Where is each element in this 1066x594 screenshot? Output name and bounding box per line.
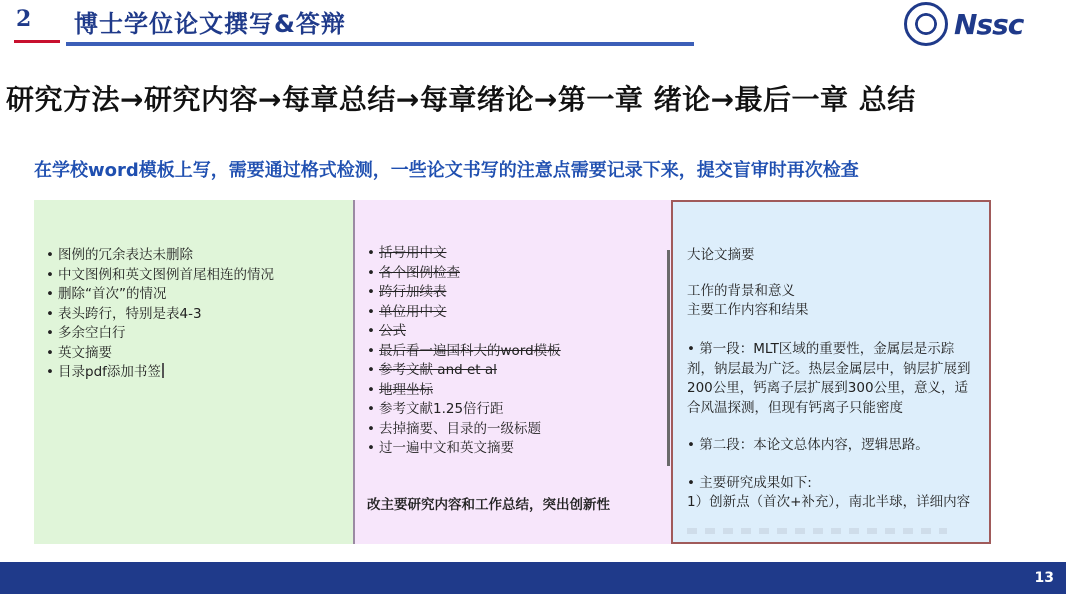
checklist-green <box>46 246 274 383</box>
checklist-panel-green <box>34 200 354 544</box>
section-number-underline <box>14 40 60 43</box>
abstract-results-heading: • 主要研究成果如下: <box>687 475 812 491</box>
list-item: • 图例的冗余表达未删除 <box>46 246 274 266</box>
section-number: 2 <box>16 6 32 32</box>
list-item: • 去掉摘要、目录的一级标题 <box>367 420 561 440</box>
list-item: • 参考文献1.25倍行距 <box>367 400 561 420</box>
slide-title: 博士学位论文撰写&答辩 <box>74 10 346 38</box>
list-item-done: • 单位用中文 <box>367 303 561 323</box>
list-item: • 表头跨行，特别是表4-3 <box>46 305 274 325</box>
panel-note: 改主要研究内容和工作总结，突出创新性 <box>367 497 610 513</box>
title-underline <box>66 42 694 46</box>
nssc-logo <box>904 2 1023 46</box>
list-item-done: • 最后看一遍国科大的word模板 <box>367 342 561 362</box>
list-item-done: • 地理坐标 <box>367 381 561 401</box>
list-item-done: • 参考文献 and et al <box>367 361 561 381</box>
checklist-panel-pink <box>353 200 672 544</box>
list-item-text: 目录pdf添加书签 <box>58 364 161 380</box>
faded-text <box>687 528 947 534</box>
vertical-scrollbar[interactable] <box>667 250 670 466</box>
abstract-background: 工作的背景和意义 <box>687 283 795 299</box>
list-item: • 多余空白行 <box>46 324 274 344</box>
abstract-title: 大论文摘要 <box>687 247 755 263</box>
list-item: • 过一遍中文和英文摘要 <box>367 439 561 459</box>
abstract-panel <box>671 200 991 544</box>
list-item: • 英文摘要 <box>46 344 274 364</box>
page-number: 13 <box>1034 570 1054 586</box>
abstract-main-work: 主要工作内容和结果 <box>687 302 809 318</box>
writing-flow: 研究方法→研究内容→每章总结→每章绪论→第一章 绪论→最后一章 总结 <box>6 83 916 116</box>
abstract-paragraph-2: • 第二段：本论文总体内容，逻辑思路。 <box>687 437 929 453</box>
list-item-done: • 各个图例检查 <box>367 264 561 284</box>
list-item: • 中文图例和英文图例首尾相连的情况 <box>46 266 274 286</box>
list-item-done: • 公式 <box>367 322 561 342</box>
checklist-pink <box>367 244 561 459</box>
list-item-done: • 跨行加续表 <box>367 283 561 303</box>
list-item-done: • 括号用中文 <box>367 244 561 264</box>
logo-text: Nssc <box>954 7 1024 41</box>
abstract-paragraph-1: • 第一段：MLT区域的重要性，金属层是示踪剂，钠层最为广泛。热层金属层中，钠层扩展到200公里，钙离子层扩展到300公里，意义，适合风温探测，但现有钙离子只能密度 <box>687 341 971 416</box>
list-item-last <box>46 363 274 383</box>
cas-seal-icon <box>904 2 948 46</box>
footer-bar <box>0 562 1066 594</box>
list-item: • 删除“首次”的情况 <box>46 285 274 305</box>
text-cursor <box>162 363 164 378</box>
abstract-result-1: 1）创新点（首次+补充），南北半球，详细内容 <box>687 494 971 510</box>
subtitle: 在学校word模板上写，需要通过格式检测，一些论文书写的注意点需要记录下来，提交盲审时再次检查 <box>34 160 859 181</box>
